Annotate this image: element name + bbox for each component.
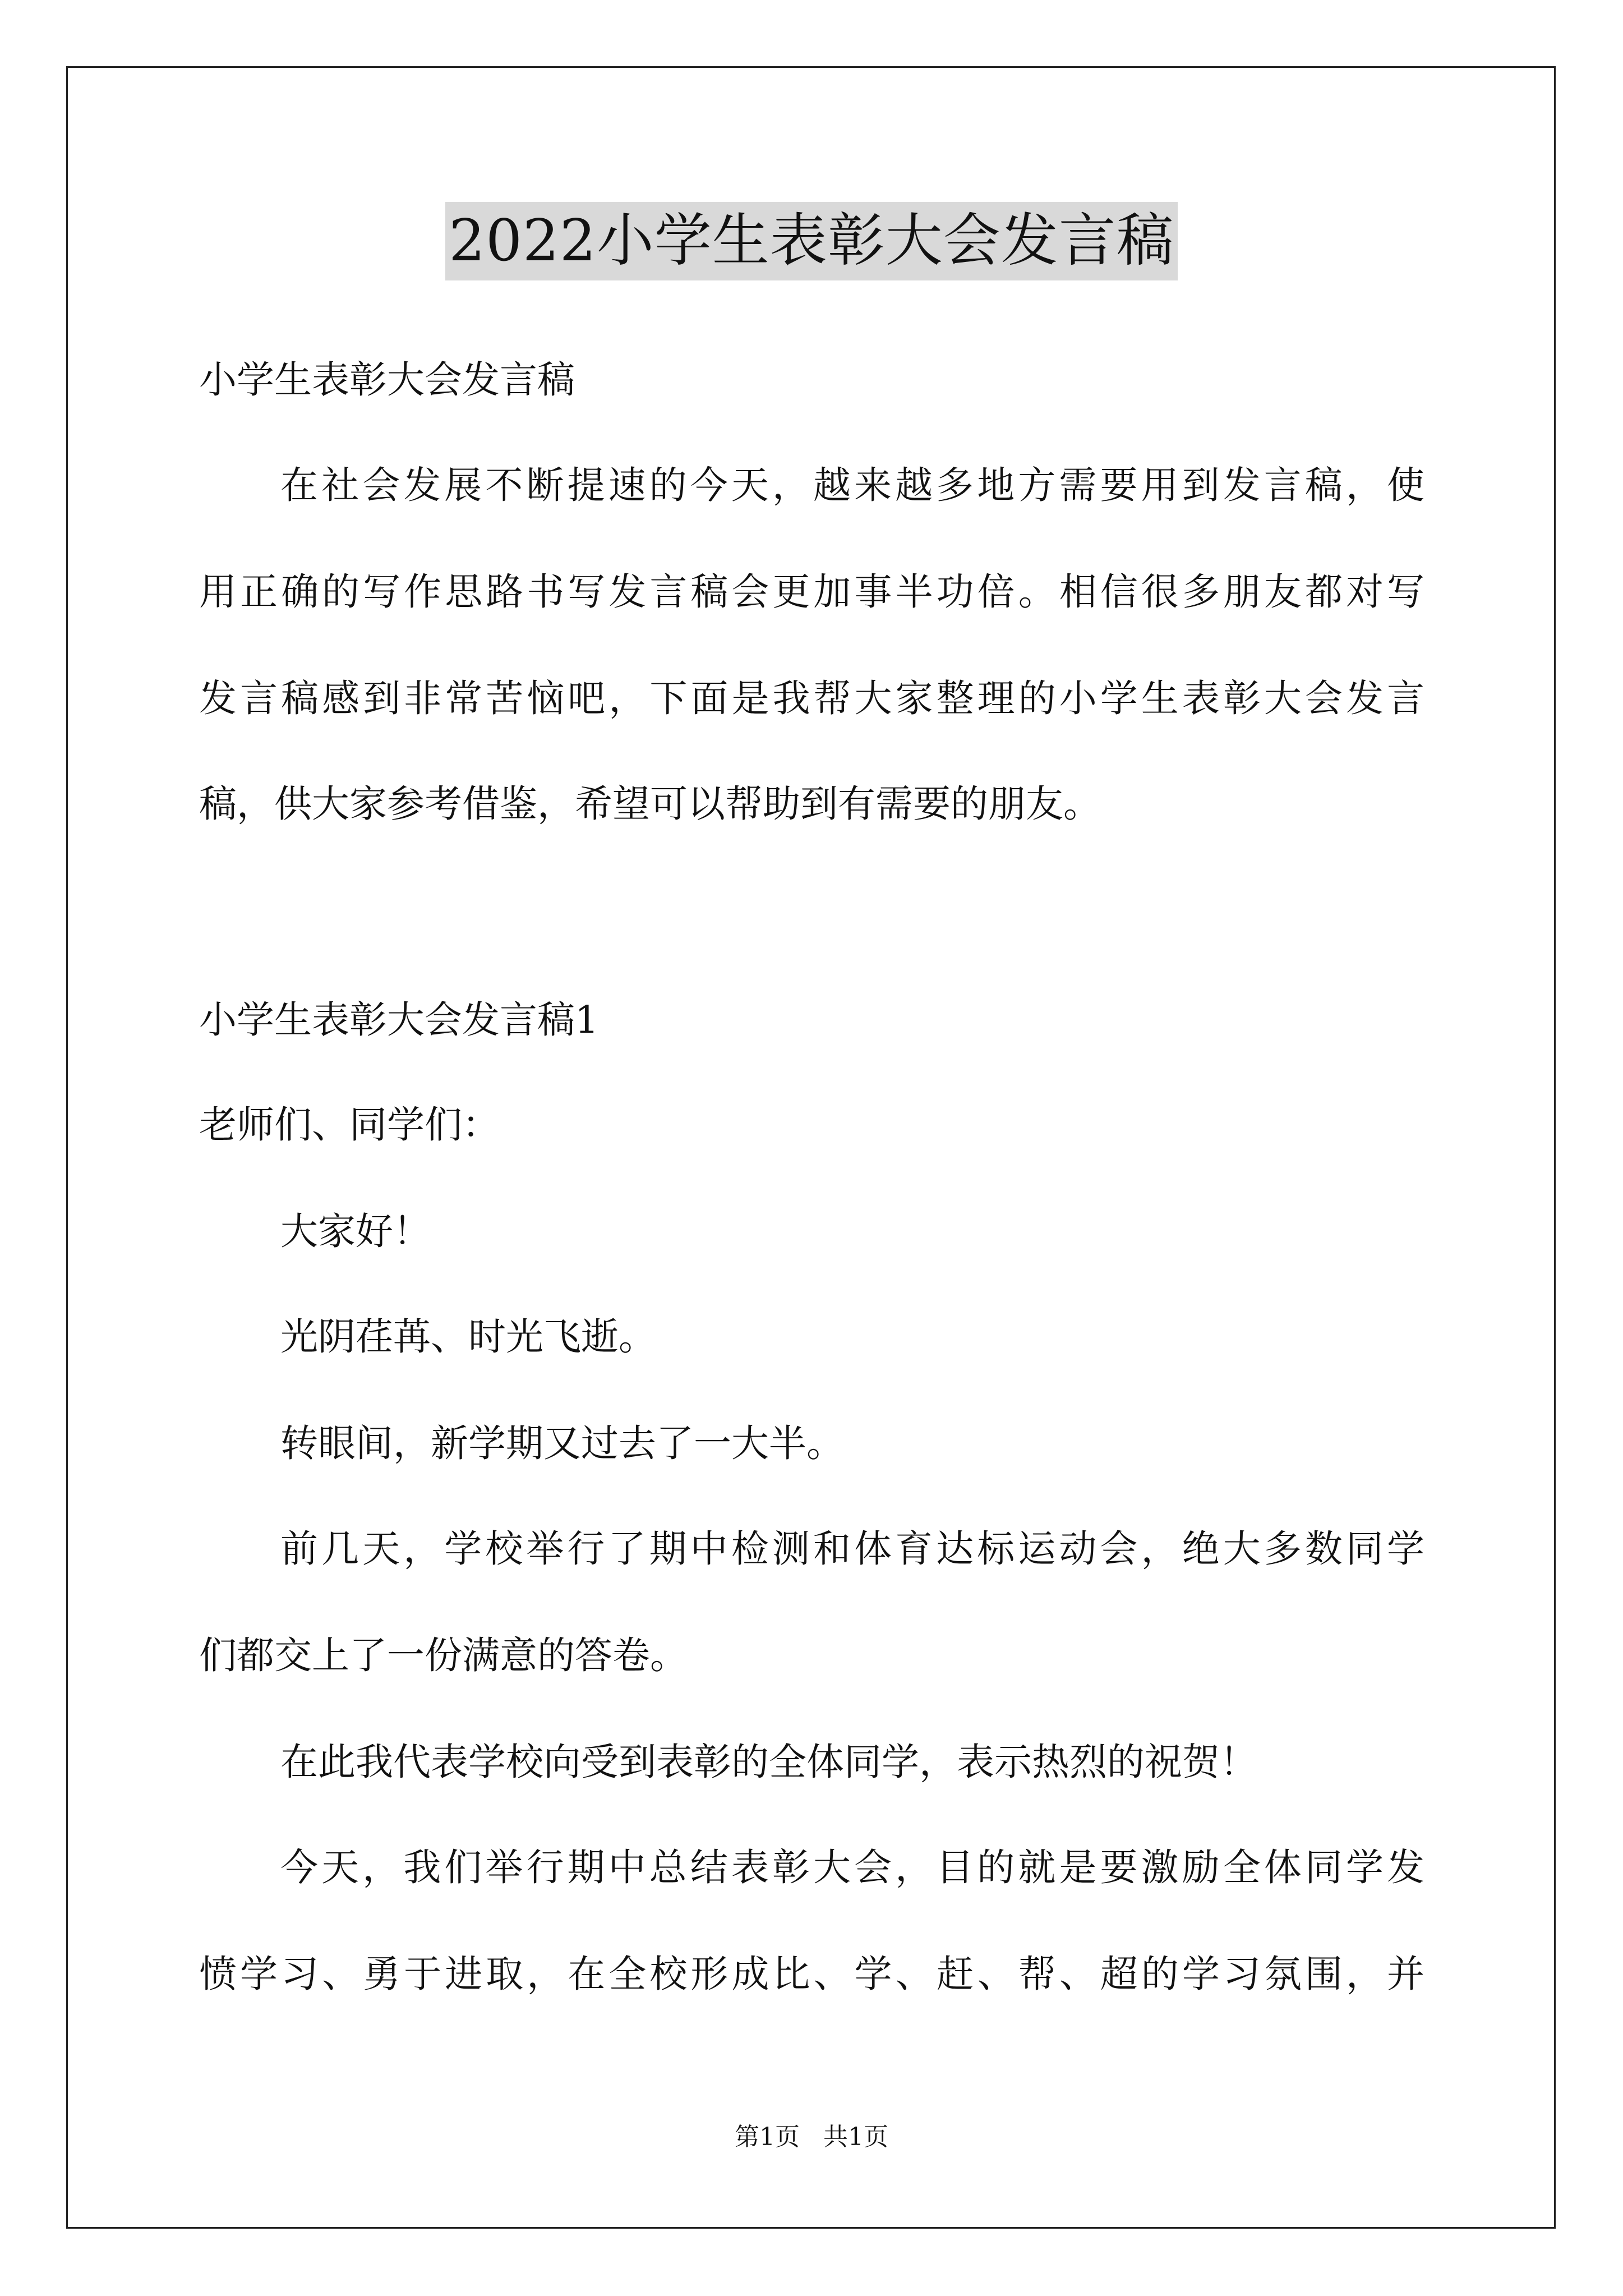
subtitle: 小学生表彰大会发言稿 [199,358,575,402]
paragraph-line: 大家好！ [280,1209,431,1253]
paragraph-line: 们都交上了一份满意的答卷。 [199,1634,688,1677]
page-number-footer: 第1页 共1页 [735,2123,888,2151]
title-container [0,202,1623,280]
paragraph-line: 在此我代表学校向受到表彰的全体同学，表示热烈的祝贺！ [280,1740,1257,1784]
paragraph-line: 用正确的写作思路书写发言稿会更加事半功倍。相信很多朋友都对写 [199,570,1424,614]
paragraph-line: 前几天，学校举行了期中检测和体育达标运动会，绝大多数同学 [280,1527,1424,1571]
paragraph-line: 转眼间，新学期又过去了一大半。 [280,1421,844,1465]
salutation: 老师们、同学们： [199,1103,500,1147]
paragraph-line: 稿，供大家参考借鉴，希望可以帮助到有需要的朋友。 [199,782,1101,826]
paragraph-line: 在社会发展不断提速的今天，越来越多地方需要用到发言稿，使 [280,463,1424,507]
paragraph-line: 发言稿感到非常苦恼吧，下面是我帮大家整理的小学生表彰大会发言 [199,677,1424,720]
document-title: 2022小学生表彰大会发言稿 [445,202,1178,280]
paragraph-line: 愤学习、勇于进取，在全校形成比、学、赶、帮、超的学习氛围，并 [199,1952,1424,1996]
section-heading: 小学生表彰大会发言稿1 [199,998,599,1042]
paragraph-line: 光阴荏苒、时光飞逝。 [280,1315,656,1359]
paragraph-line: 今天，我们举行期中总结表彰大会，目的就是要激励全体同学发 [280,1846,1424,1889]
